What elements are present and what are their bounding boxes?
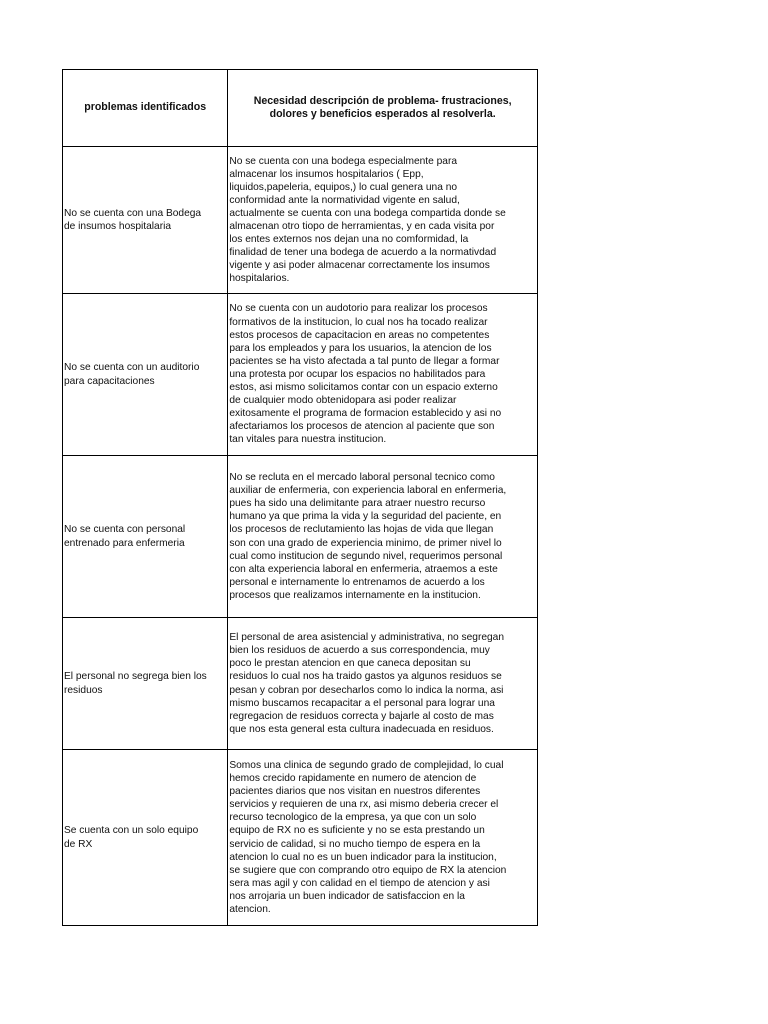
- problem-cell: No se cuenta con personal entrenado para enfermeria: [63, 456, 228, 618]
- problem-cell: No se cuenta con un auditorio para capacitaciones: [63, 294, 228, 456]
- problem-cell: No se cuenta con una Bodega de insumos hospitalaria: [63, 147, 228, 294]
- problems-table: [62, 69, 538, 926]
- header-description: Necesidad descripción de problema- frustraciones, dolores y beneficios esperados al resolverla.: [228, 70, 538, 147]
- description-cell: No se cuenta con una bodega especialmente para almacenar los insumos hospitalarios ( Epp, liquidos,papeleria, equipos,) lo cual genera una no conformidad ante la normatividad vigente en salud, actualmente se cuenta con una bodega compartida donde se almacenan otro tiopo de herramientas, y en cada visita por los entes externos nos dejan una no comformidad, la finalidad de tener una bodega de acuerdo a la normativdad vigente y asi poder almacenar correctamente los insumos hospitalarios.: [228, 147, 538, 294]
- table-row: [63, 618, 538, 750]
- problem-cell: El personal no segrega bien los residuos: [63, 618, 228, 750]
- table-row: [63, 750, 538, 926]
- table-row: [63, 456, 538, 618]
- description-cell: Somos una clinica de segundo grado de complejidad, lo cual hemos crecido rapidamente en numero de atencion de pacientes diarios que nos visitan en nuestros diferentes servicios y requieren de una rx, asi mismo deberia crecer el recurso tecnologico de la empresa, ya que con un solo equipo de RX no es suficiente y no se esta prestando un servicio de calidad, si no mucho tiempo de espera en la atencion lo cual no es un buen indicador para la institucion, se sugiere que con comprando otro equipo de RX la atencion sera mas agil y con calidad en el tiempo de atencion y asi nos arrojaria un buen indicador de satisfaccion en la atencion.: [228, 750, 538, 926]
- header-problems: problemas identificados: [63, 70, 228, 147]
- description-cell: No se cuenta con un audotorio para realizar los procesos formativos de la institucion, lo cual nos ha tocado realizar estos procesos de capacitacion en areas no competentes para los empleados y para los usuarios, la atencion de los pacientes se ha visto afectada a tal punto de llegar a formar una protesta por ocupar los espacios no habilitados para estos, asi mismo solicitamos contar con un espacio externo de cualquier modo obtenidopara asi poder realizar exitosamente el programa de formacion establecido y asi no afectariamos los procesos de atencion al paciente que son tan vitales para nuestra institucion.: [228, 294, 538, 456]
- description-cell: No se recluta en el mercado laboral personal tecnico como auxiliar de enfermeria, con experiencia laboral en enfermeria, pues ha sido una delimitante para atraer nuestro recurso humano ya que prima la vida y la seguridad del paciente, en los procesos de reclutamiento las hojas de vida que llegan son con una grado de experiencia minimo, de primer nivel lo cual como institucion de segundo nivel, requerimos personal con alta experiencia laboral en enfermeria, atraemos a este personal e internamente lo entrenamos de acuerdo a los procesos que realizamos internamente en la institucion.: [228, 456, 538, 618]
- table-row: [63, 294, 538, 456]
- description-cell: El personal de area asistencial y administrativa, no segregan bien los residuos de acuerdo a sus correspondencia, muy poco le prestan atencion en que caneca depositan su residuos lo cual nos ha traido gastos ya algunos residuos se pesan y cobran por desecharlos como lo indica la norma, asi mismo buscamos recapacitar a el personal para lograr una regregacion de residuos correcta y bajarle al costo de mas que nos esta general esta cultura inadecuada en residuos.: [228, 618, 538, 750]
- table-row: [63, 147, 538, 294]
- table-header-row: [63, 70, 538, 147]
- problem-cell: Se cuenta con un solo equipo de RX: [63, 750, 228, 926]
